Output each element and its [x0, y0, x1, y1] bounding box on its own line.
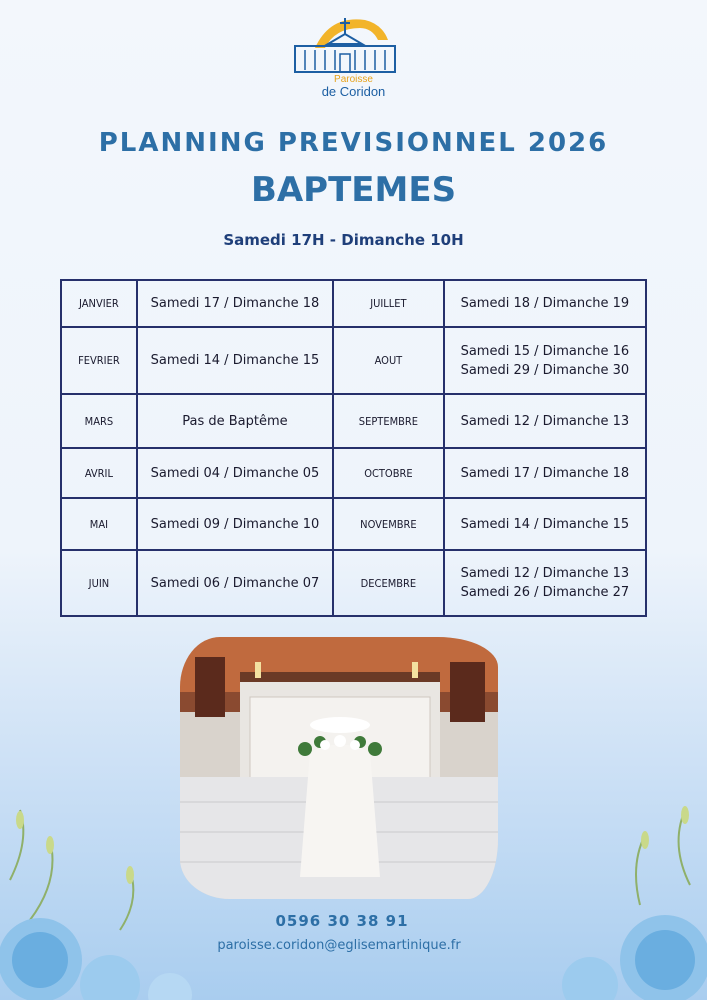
- month-cell: SEPTEMBRE: [333, 394, 444, 448]
- dates-cell: Samedi 04 / Dimanche 05: [137, 448, 333, 498]
- date-line: Samedi 15 / Dimanche 16: [460, 343, 630, 359]
- table-row: [61, 448, 646, 498]
- month-cell: MARS: [61, 394, 137, 448]
- dates-cell: Samedi 09 / Dimanche 10: [137, 498, 333, 550]
- table-row: [61, 498, 646, 550]
- date-line: Samedi 29 / Dimanche 30: [460, 362, 630, 378]
- email-address[interactable]: paroisse.coridon@eglisemartinique.fr: [217, 938, 461, 953]
- month-cell: OCTOBRE: [333, 448, 444, 498]
- dates-cell: Samedi 14 / Dimanche 15: [444, 498, 646, 550]
- phone-number: 0596 30 38 91: [275, 912, 409, 930]
- schedule-times: Samedi 17H - Dimanche 10H: [223, 231, 464, 249]
- dates-cell: Samedi 12 / Dimanche 13: [444, 394, 646, 448]
- dates-cell: Samedi 18 / Dimanche 19: [444, 280, 646, 327]
- dates-cell: [444, 327, 646, 394]
- month-cell: AOUT: [333, 327, 444, 394]
- month-cell: JANVIER: [61, 280, 137, 327]
- page-title: PLANNING PREVISIONNEL 2026: [98, 128, 609, 158]
- dates-cell: Samedi 17 / Dimanche 18: [137, 280, 333, 327]
- month-cell: JUIN: [61, 550, 137, 616]
- month-cell: AVRIL: [61, 448, 137, 498]
- month-cell: FEVRIER: [61, 327, 137, 394]
- table-row: [61, 394, 646, 448]
- schedule-table: [60, 279, 647, 617]
- baptismal-font-photo: [180, 637, 498, 899]
- date-line: Samedi 26 / Dimanche 27: [460, 585, 630, 600]
- month-cell: NOVEMBRE: [333, 498, 444, 550]
- month-cell: MAI: [61, 498, 137, 550]
- page-heading: BAPTEMES: [250, 170, 457, 210]
- table-row: [61, 550, 646, 616]
- flower-decoration-icon: [0, 800, 200, 1000]
- date-line: Samedi 12 / Dimanche 13: [460, 566, 630, 581]
- table-row: [61, 280, 646, 327]
- dates-cell: Pas de Baptême: [137, 394, 333, 448]
- dates-cell: [444, 550, 646, 616]
- logo-line-1: Paroisse: [334, 74, 373, 85]
- dates-cell: Samedi 17 / Dimanche 18: [444, 448, 646, 498]
- month-cell: JUILLET: [333, 280, 444, 327]
- flower-decoration-icon: [520, 795, 707, 1000]
- table-row: [61, 327, 646, 394]
- month-cell: DECEMBRE: [333, 550, 444, 616]
- dates-cell: Samedi 06 / Dimanche 07: [137, 550, 333, 616]
- dates-cell: Samedi 14 / Dimanche 15: [137, 327, 333, 394]
- logo-line-2: de Coridon: [321, 84, 386, 99]
